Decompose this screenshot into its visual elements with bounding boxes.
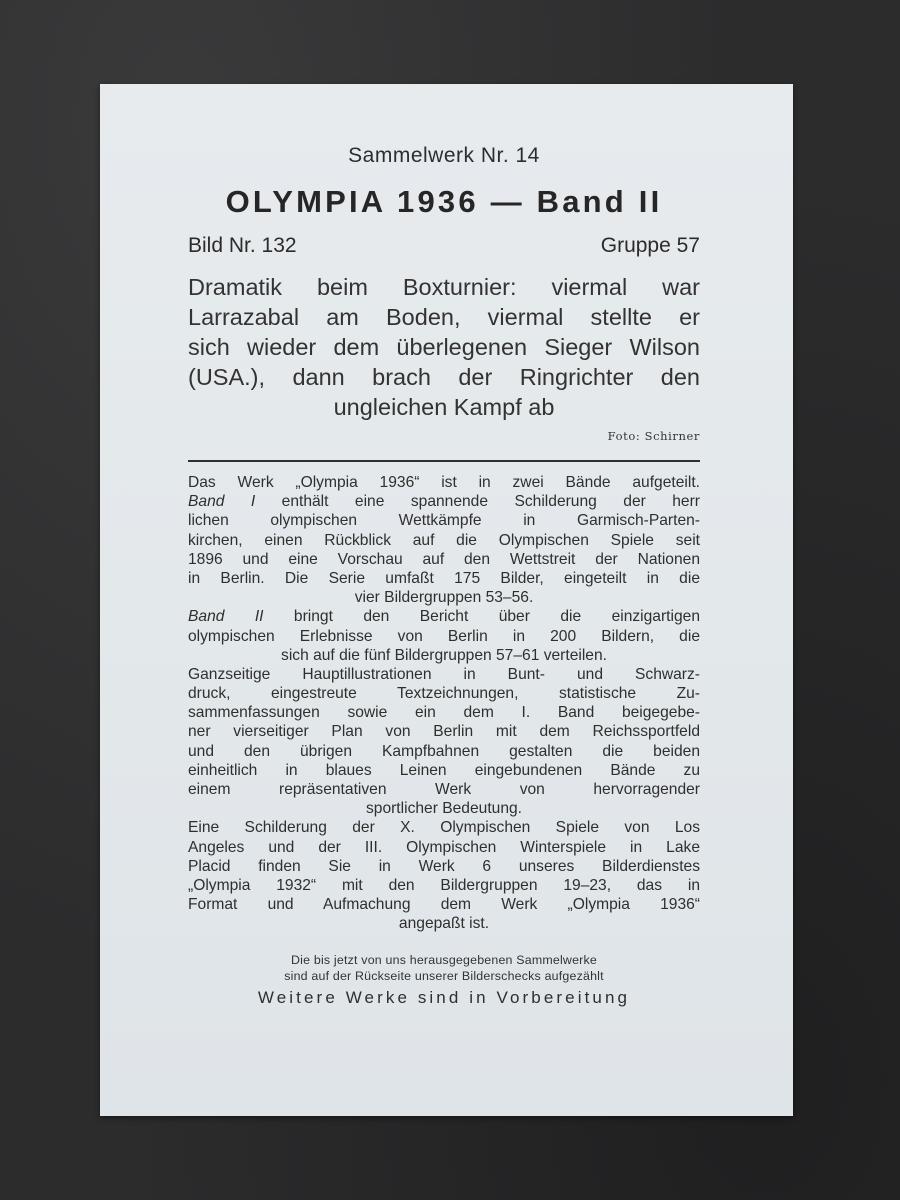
picture-caption <box>188 272 700 422</box>
series-description <box>188 473 700 934</box>
description-text: sammenfassungen sowie ein dem I. Band beigegebe- <box>188 704 700 722</box>
picture-number: Bild Nr. 132 <box>188 234 297 257</box>
description-text: olympischen Erlebnisse von Berlin in 200 Bildern, die <box>188 627 700 645</box>
description-line <box>188 511 700 530</box>
description-text: sportlicher Bedeutung. <box>365 800 523 818</box>
note-line: sind auf der Rückseite unserer Bilderschecks aufgezählt <box>284 969 604 983</box>
volume-label: Band II <box>188 608 264 626</box>
description-text: lichen olympischen Wettkämpfe in Garmisch-Parten- <box>188 512 700 530</box>
description-line <box>188 761 700 780</box>
series-number: Sammelwerk Nr. 14 <box>348 144 540 167</box>
description-text: Eine Schilderung der X. Olympischen Spiele von Los <box>188 819 700 837</box>
description-line <box>188 780 700 799</box>
description-text: angepaßt ist. <box>398 915 490 933</box>
description-text: einem repräsentativen Werk von hervorragender <box>188 781 700 798</box>
description-text: Angeles und der III. Olympischen Winterspiele in Lake <box>188 838 700 856</box>
photo-credit: Foto: Schirner <box>607 429 700 443</box>
description-line <box>188 895 700 914</box>
description-line <box>188 818 700 837</box>
description-line <box>188 607 700 626</box>
description-line <box>188 646 700 665</box>
group-number: Gruppe 57 <box>600 234 700 257</box>
description-line <box>188 588 700 607</box>
description-line <box>188 914 700 933</box>
description-line <box>188 627 700 646</box>
description-line <box>188 722 700 741</box>
description-text: kirchen, einen Rückblick auf die Olympischen Spiele seit <box>188 531 700 549</box>
description-line <box>188 799 700 818</box>
caption-line: ungleichen Kampf ab <box>333 394 555 420</box>
description-line <box>188 684 700 703</box>
description-line <box>188 473 700 492</box>
description-line <box>188 531 700 550</box>
description-text: druck, eingestreute Textzeichnungen, statistische Zu- <box>188 685 700 703</box>
description-text: und den übrigen Kampfbahnen gestalten die beiden <box>188 742 700 760</box>
collection-note <box>188 952 700 984</box>
description-text: ner vierseitiger Plan von Berlin mit dem Reichssportfeld <box>188 723 700 741</box>
description-text: 1896 und eine Vorschau auf den Wettstreit der Nationen <box>188 550 700 568</box>
caption-line: Larrazabal am Boden, viermal stellte er <box>188 304 700 330</box>
description-line <box>188 665 700 684</box>
description-text: enthält eine spannende Schilderung der herr <box>255 493 700 511</box>
caption-line: Dramatik beim Boxturnier: viermal war <box>188 274 700 300</box>
description-line <box>188 742 700 761</box>
description-text: Ganzseitige Hauptillustrationen in Bunt- und Schwarz- <box>188 665 700 683</box>
further-works-notice: Weitere Werke sind in Vorbereitung <box>257 988 631 1007</box>
description-line <box>188 550 700 569</box>
description-text: sich auf die fünf Bildergruppen 57–61 verteilen. <box>281 646 607 664</box>
description-line <box>188 838 700 857</box>
description-line <box>188 492 700 511</box>
description-text: in Berlin. Die Serie umfaßt 175 Bilder, eingeteilt in die <box>188 569 700 587</box>
description-line <box>188 569 700 588</box>
description-text: vier Bildergruppen 53–56. <box>354 589 534 607</box>
description-line <box>188 703 700 722</box>
trading-card-back <box>100 84 793 1116</box>
volume-label: Band I <box>188 493 256 511</box>
description-text: Format und Aufmachung dem Werk „Olympia 1936“ <box>188 896 700 914</box>
note-line: Die bis jetzt von uns herausgegebenen Sammelwerke <box>291 953 597 967</box>
description-text: einheitlich in blaues Leinen eingebundenen Bände zu <box>188 761 700 779</box>
description-line <box>188 876 700 895</box>
caption-line: (USA.), dann brach der Ringrichter den <box>188 364 700 390</box>
card-title: OLYMPIA 1936 — Band II <box>225 184 663 219</box>
caption-line: sich wieder dem überlegenen Sieger Wilson <box>188 334 700 360</box>
description-text: „Olympia 1932“ mit den Bildergruppen 19–23, das in <box>188 876 700 894</box>
description-text: bringt den Bericht über die einzigartigen <box>263 608 700 626</box>
divider-rule <box>188 460 700 462</box>
description-text: Das Werk „Olympia 1936“ ist in zwei Bände aufgeteilt. <box>188 474 700 491</box>
description-text: Placid finden Sie in Werk 6 unseres Bilderdienstes <box>188 857 700 875</box>
description-line <box>188 857 700 876</box>
